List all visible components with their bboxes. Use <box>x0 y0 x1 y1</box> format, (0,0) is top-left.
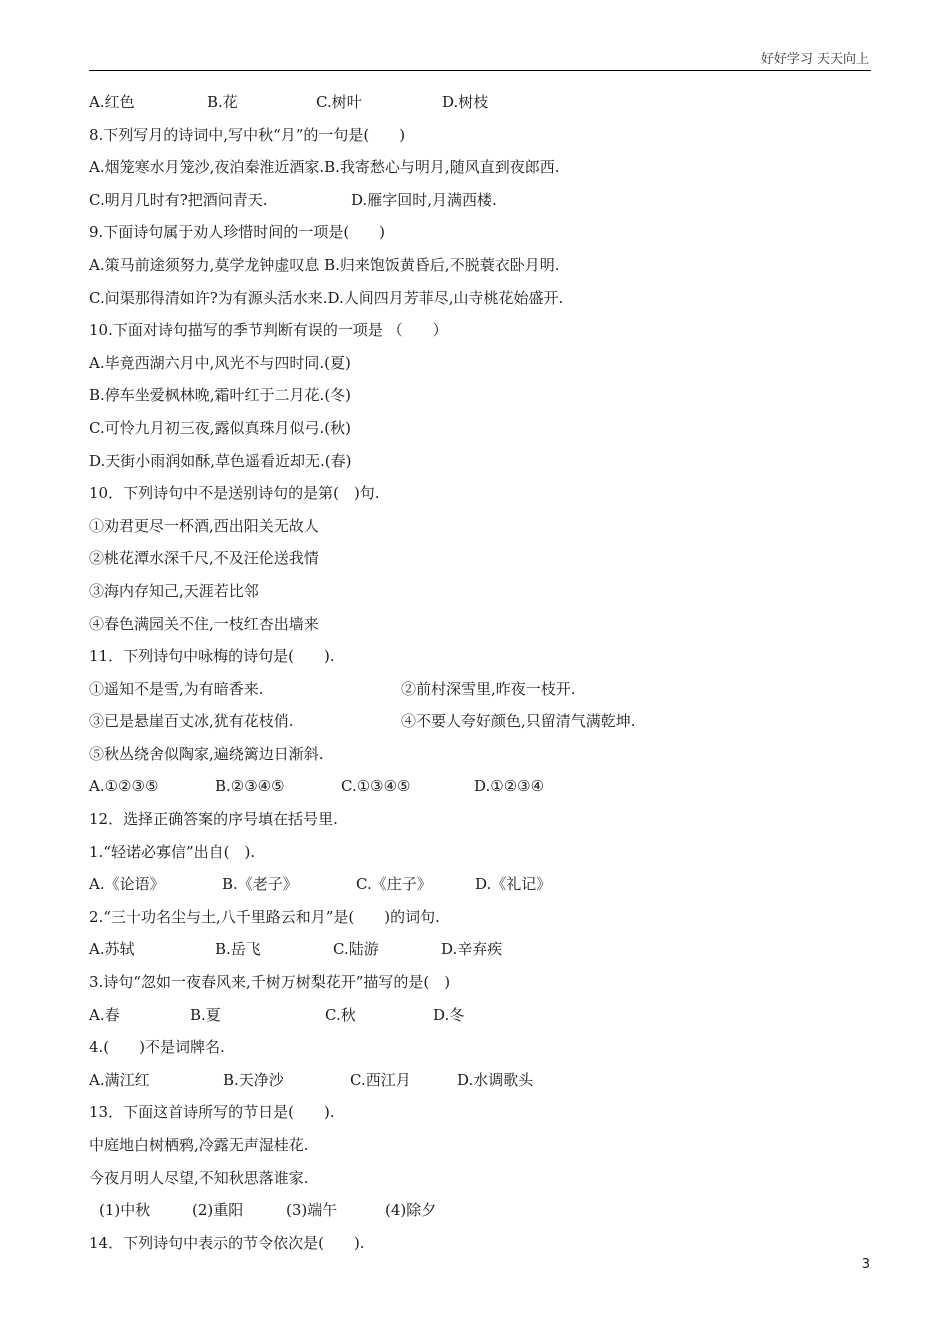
document-line <box>89 510 879 543</box>
line-text: ④春色满园关不住,一枝红杏出墙来 <box>89 614 319 633</box>
document-line <box>89 868 879 901</box>
answer-option: B.《老子》 <box>222 875 298 894</box>
line-text: D.天街小雨润如酥,草色遥看近却无.(春) <box>89 451 352 470</box>
document-line <box>89 477 879 510</box>
answer-option: D.水调歌头 <box>457 1070 534 1089</box>
document-line <box>89 673 879 706</box>
answer-option: C.陆游 <box>333 940 379 959</box>
answer-option: D.①②③④ <box>474 777 545 796</box>
line-text: 4.( )不是词牌名. <box>89 1038 225 1057</box>
document-line <box>89 738 879 771</box>
line-text: 12．选择正确答案的序号填在括号里. <box>89 810 338 829</box>
line-text: A.毕竟西湖六月中,风光不与四时同.(夏) <box>89 353 351 372</box>
line-text: A.策马前途须努力,莫学龙钟虚叹息 B.归来饱饭黄昏后,不脱蓑衣卧月明. <box>89 255 560 274</box>
answer-option: D.树枝 <box>442 93 489 111</box>
answer-option: A.红色 <box>89 93 135 111</box>
answer-option: ②前村深雪里,昨夜一枝开. <box>401 679 576 698</box>
answer-option: D.辛弃疾 <box>441 940 503 959</box>
document-line <box>89 184 879 217</box>
line-text: A.烟笼寒水月笼沙,夜泊秦淮近酒家.B.我寄愁心与明月,随风直到夜郎西. <box>89 158 560 177</box>
document-line <box>89 1194 879 1227</box>
document-line <box>89 1227 879 1260</box>
document-line <box>89 933 879 966</box>
line-text: C.可怜九月初三夜,露似真珠月似弓.(秋) <box>89 418 351 437</box>
line-text: 1.“轻诺必寡信”出自( ). <box>89 842 256 861</box>
answer-option: D.冬 <box>433 1005 465 1024</box>
answer-option: (3)端午 <box>286 1201 338 1220</box>
document-line <box>89 608 879 641</box>
document-line <box>89 86 879 119</box>
document-body <box>89 86 879 1259</box>
line-text: 8.下列写月的诗词中,写中秋“月”的一句是( ) <box>89 125 406 144</box>
line-text: 今夜月明人尽望,不知秋思落谁家. <box>89 1168 309 1187</box>
answer-option: ③已是悬崖百丈冰,犹有花枝俏. <box>89 712 294 731</box>
document-line <box>89 216 879 249</box>
answer-option: A.苏轼 <box>89 940 135 959</box>
answer-option: C.树叶 <box>316 93 362 111</box>
document-line <box>89 999 879 1032</box>
line-text: 2.“三十功名尘与土,八千里路云和月”是( )的词句. <box>89 907 440 926</box>
line-text: 11．下列诗句中咏梅的诗句是( ). <box>89 647 335 666</box>
document-line <box>89 151 879 184</box>
line-text: 3.诗句“忽如一夜春风来,千树万树梨花开”描写的是( ) <box>89 973 451 992</box>
document-line <box>89 1064 879 1097</box>
answer-option: C.《庄子》 <box>356 875 432 894</box>
document-line <box>89 445 879 478</box>
answer-option: C.西江月 <box>350 1070 411 1089</box>
line-text: 9.下面诗句属于劝人珍惜时间的一项是( ) <box>89 223 386 242</box>
line-text: ③海内存知己,天涯若比邻 <box>89 581 259 600</box>
line-text: ①劝君更尽一杯酒,西出阳关无故人 <box>89 516 319 535</box>
document-line <box>89 575 879 608</box>
line-text: C.问渠那得清如许?为有源头活水来.D.人间四月芳菲尽,山寺桃花始盛开. <box>89 288 564 307</box>
document-line <box>89 803 879 836</box>
line-text: 10．下列诗句中不是送别诗句的是第( )句. <box>89 484 380 503</box>
answer-option: D.雁字回时,月满西楼. <box>351 190 497 209</box>
line-text: B.停车坐爱枫林晚,霜叶红于二月花.(冬) <box>89 386 352 405</box>
line-text: 13．下面这首诗所写的节日是( ). <box>89 1103 335 1122</box>
answer-option: C.①③④⑤ <box>341 777 411 796</box>
line-text: 10.下面对诗句描写的季节判断有误的一项是 （ ） <box>89 321 448 340</box>
answer-option: A.《论语》 <box>89 875 165 894</box>
answer-option: D.《礼记》 <box>475 875 552 894</box>
line-text: 14．下列诗句中表示的节令依次是( ). <box>89 1233 365 1252</box>
answer-option: (2)重阳 <box>192 1201 244 1220</box>
header-text: 好好学习 天天向上 <box>760 52 869 67</box>
document-line <box>89 542 879 575</box>
document-line <box>89 379 879 412</box>
document-line <box>89 1162 879 1195</box>
answer-option: ①遥知不是雪,为有暗香来. <box>89 679 264 698</box>
document-line <box>89 770 879 803</box>
answer-option: B.夏 <box>190 1005 221 1024</box>
document-line <box>89 119 879 152</box>
document-line <box>89 314 879 347</box>
answer-option: A.春 <box>89 1005 120 1024</box>
document-line <box>89 1129 879 1162</box>
answer-option: B.②③④⑤ <box>215 777 285 796</box>
line-text: ②桃花潭水深千尺,不及汪伦送我情 <box>89 549 319 568</box>
document-line <box>89 249 879 282</box>
answer-option: B.岳飞 <box>215 940 261 959</box>
document-line <box>89 282 879 315</box>
page-header <box>89 48 871 71</box>
line-text: ⑤秋丛绕舍似陶家,遍绕篱边日渐斜. <box>89 744 324 763</box>
page-number: 3 <box>861 1257 870 1272</box>
document-line <box>89 836 879 869</box>
document-line <box>89 1031 879 1064</box>
answer-option: A.①②③⑤ <box>89 777 159 796</box>
document-line <box>89 705 879 738</box>
document-line <box>89 966 879 999</box>
document-line <box>89 901 879 934</box>
answer-option: A.满江红 <box>89 1070 150 1089</box>
answer-option: C.明月几时有?把酒问青天. <box>89 190 268 209</box>
document-line <box>89 347 879 380</box>
answer-option: ④不要人夸好颜色,只留清气满乾坤. <box>401 712 636 731</box>
answer-option: (4)除夕 <box>385 1201 437 1220</box>
answer-option: C.秋 <box>325 1005 356 1024</box>
answer-option: (1)中秋 <box>99 1201 151 1220</box>
document-line <box>89 412 879 445</box>
answer-option: B.天净沙 <box>223 1070 284 1089</box>
answer-option: B.花 <box>207 93 238 111</box>
line-text: 中庭地白树栖鸦,冷露无声湿桂花. <box>89 1136 309 1154</box>
document-line <box>89 1096 879 1129</box>
document-line <box>89 640 879 673</box>
